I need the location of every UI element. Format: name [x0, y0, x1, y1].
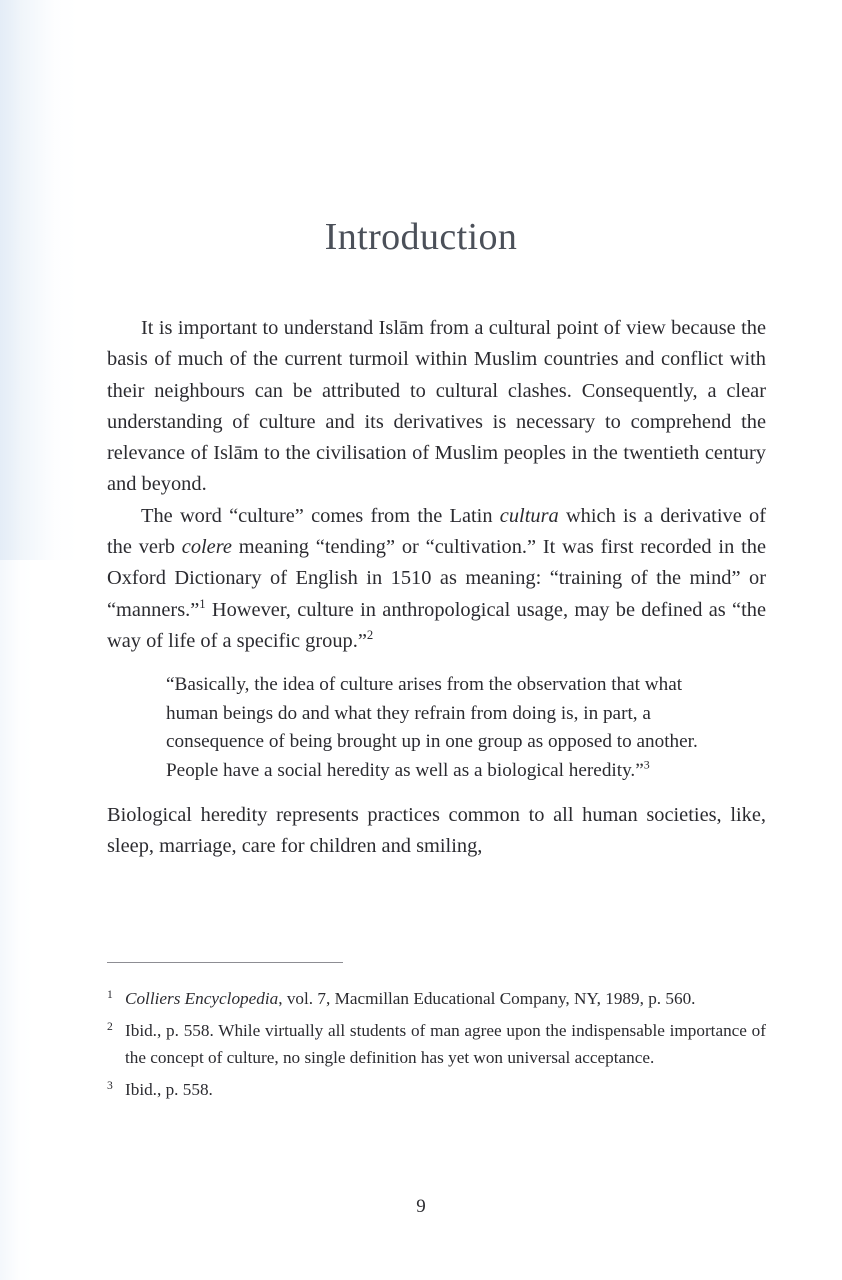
text-run: Biological heredity represents practices common to all human societies, like, sleep, marriage, care for children and smiling, — [107, 803, 766, 857]
italic-run: Colliers Encyclopedia — [125, 989, 279, 1008]
text-run: Ibid., p. 558. — [125, 1080, 213, 1099]
text-run: meaning “tending” or “cultivation.” It was first recorded in the Oxford Dictionary of English in 1510 as meaning: “training of the mind” or “manners.” — [107, 536, 766, 621]
footnote-text — [125, 989, 695, 1008]
footnote-separator-rule — [107, 962, 343, 963]
footnote-text — [125, 1080, 213, 1099]
italic-run: cultura — [499, 504, 559, 527]
italic-run: colere — [181, 536, 232, 559]
paragraph-3 — [107, 800, 766, 863]
text-run: It is important to understand Islām from a cultural point of view because the basis of much of the current turmoil within Muslim countries and conflict with their neighbours can be attributed to cultural clashes. Consequently, a clear understanding of culture and its derivatives is necessary to comprehend the relevance of Islām to the civilisation of Muslim peoples in the twentieth century and beyond. — [107, 317, 766, 496]
text-run: “Basically, the idea of culture arises from the observation that what human beings do and what they refrain from doing is, in part, a consequence of being brought up in one group as opposed to another. People have a social heredity as well as a biological heredity.” — [166, 674, 698, 782]
footnote-marker: 1 — [107, 988, 113, 1001]
footnote-item — [107, 1017, 766, 1071]
footnote-item — [107, 1076, 766, 1103]
page-number: 9 — [416, 1196, 426, 1217]
footnote-text — [125, 1021, 766, 1067]
footnote-marker: 2 — [107, 1020, 113, 1033]
footnote-reference: 3 — [643, 757, 650, 772]
page-title: Introduction — [324, 216, 518, 259]
paragraph-2 — [107, 501, 766, 657]
footnote-item — [107, 985, 766, 1012]
text-run: Ibid., p. 558. While virtually all students of man agree upon the indispensable importance of the concept of culture, no single definition has yet won universal acceptance. — [125, 1021, 766, 1067]
footnote-reference: 2 — [366, 628, 374, 643]
footnote-area — [107, 962, 766, 1108]
text-run: which is a derivative of the verb — [107, 504, 766, 559]
text-run: The word “culture” comes from the Latin — [141, 504, 500, 527]
text-run: , vol. 7, Macmillan Educational Company, NY, 1989, p. 560. — [278, 989, 696, 1008]
footnote-marker: 3 — [107, 1079, 113, 1092]
footnote-reference: 1 — [199, 596, 206, 611]
block-quote — [166, 671, 717, 785]
paragraph-1 — [107, 313, 766, 501]
text-run: However, culture in anthropological usage, may be defined as “the way of life of a specific group.” — [107, 598, 766, 652]
body-text-block — [107, 313, 766, 862]
